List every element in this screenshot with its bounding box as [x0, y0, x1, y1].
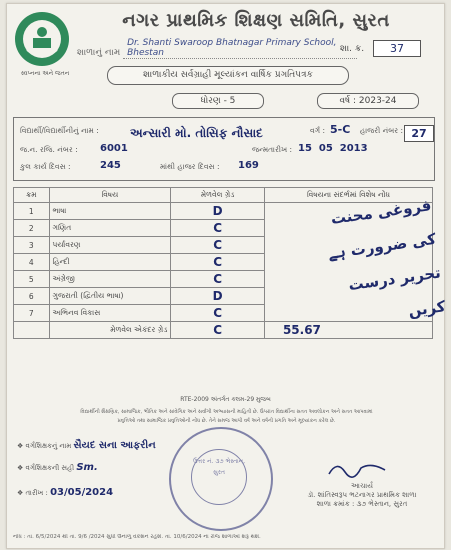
working-days-label: કુલ કાર્ય દિવસ : — [20, 162, 71, 171]
gr-label: જ.ન. રજિ. નંબર : — [20, 145, 78, 154]
row-no: 5 — [14, 271, 50, 288]
days-row — [20, 162, 430, 176]
bullet-icon: ❖ — [17, 464, 26, 472]
logo-caption: સ્વપ્નના અને જતન — [20, 70, 70, 77]
row-no: 3 — [14, 237, 50, 254]
student-name-label: વિદ્યાર્થી/વિદ્યાર્થીનીનું નામ : — [20, 126, 99, 135]
teacher-name-value: સૈયદ સના આફરીન — [73, 440, 156, 451]
dob-value: 15 05 2013 — [298, 143, 368, 154]
info-note-1: વિદ્યાર્થીની શૈક્ષણિક, સામાજિક, ભૌતિક અને સાંવેગિક અને સર્વાંગી અભ્યાસની માહિતી છે. ઉપરાંત વિદ્યાર્થીના સતત અવલોકન અને સતત આપવામાં — [80, 409, 373, 415]
row-grade: C — [171, 237, 265, 254]
row-grade: D — [171, 203, 265, 220]
teacher-signature: Sm. — [76, 462, 98, 473]
principal-label: આચાર્ય — [351, 482, 373, 490]
class-value: 5-C — [330, 123, 351, 136]
student-name-row — [20, 123, 430, 142]
student-info-box — [13, 117, 435, 181]
info-note-2: પ્રવૃત્તિઓ તથા સામાજિક પ્રવૃત્તિઓની નોંધ છે. તેને સમજ આપી વર્ષ અને વર્ષની પ્રગતિ અને મૂલ્યાંકન કરેલ છે. — [117, 418, 336, 424]
present-days-label: માંથી હાજર દિવસ : — [160, 162, 220, 171]
row-no: 6 — [14, 288, 50, 305]
row-subject: પર્યાવરણ — [49, 237, 171, 254]
row-subject: ભાષા — [49, 203, 171, 220]
row-no: 7 — [14, 305, 50, 322]
standard-label: ધોરણ - 5 — [172, 93, 264, 109]
col-header-no: ક્રમ — [14, 188, 50, 203]
teacher-remark: فروغی محنت کی ضرورت ہے تحریر درست کریں — [326, 196, 447, 321]
row-grade: C — [171, 271, 265, 288]
principal-block — [287, 482, 437, 509]
working-days-value: 245 — [100, 160, 121, 171]
school-name-label: શાળાનું નામ — [77, 48, 121, 58]
bullet-icon: ❖ — [17, 489, 26, 497]
teacher-sign-row — [17, 462, 98, 473]
roll-value: 27 — [404, 125, 434, 142]
row-subject: હિન્દી — [49, 254, 171, 271]
row-subject: ગુજરાતી (દ્વિતીય ભાષા) — [49, 288, 171, 305]
year-label: વર્ષ : 2023-24 — [317, 93, 419, 109]
student-name-value: અન્સારી મો. તોસિફ નૌસાદ — [130, 126, 263, 140]
roll-label: હાજરી નંબર : — [360, 126, 404, 135]
school-name-value: Dr. Shanti Swaroop Bhatnagar Primary School, Bhestan — [123, 38, 357, 59]
total-grade: C — [171, 322, 265, 339]
school-name-row — [77, 38, 357, 59]
row-grade: C — [171, 254, 265, 271]
school-no-label: શા. ક્ર. — [340, 44, 365, 54]
row-subject: ગણિત — [49, 220, 171, 237]
principal-school: ડૉ. શાંતિસ્વરૂપ ભટનાગર પ્રાથમિક શાળા — [307, 491, 417, 499]
org-title: નગર પ્રાથમિક શિક્ષણ સમિતિ, સુરત — [122, 10, 390, 31]
row-grade: D — [171, 288, 265, 305]
row-grade: C — [171, 220, 265, 237]
row-subject: અંગ્રેજી — [49, 271, 171, 288]
row-no: 4 — [14, 254, 50, 271]
report-card — [6, 3, 445, 549]
principal-signature-icon — [327, 458, 387, 480]
total-label: મેળવેલ એકંદર ગ્રેડ — [49, 322, 171, 339]
row-no: 1 — [14, 203, 50, 220]
col-header-subject: વિષય — [49, 188, 171, 203]
col-header-remarks: વિષયના સંદર્ભમાં વિશેષ નોંધ — [264, 188, 432, 203]
teacher-name-row — [17, 440, 156, 451]
date-row — [17, 487, 113, 498]
school-no-value: 37 — [373, 40, 421, 57]
rte-note: RTE-2009 અંતર્ગત કલમ-29 મુજબ — [180, 396, 271, 403]
row-no: 2 — [14, 220, 50, 237]
principal-school-no: શાળા ક્રમાંક : ૩૭ ભેસ્તાન, સુરત — [316, 500, 408, 508]
class-label: વર્ગ : — [310, 126, 326, 135]
stamp-text: ઉત્તર નં. ૩૭ ભેસ્તાન, સુરત — [191, 449, 247, 505]
dob-label: જન્મતારીખ : — [252, 145, 293, 154]
teacher-sign-label: વર્ગશિક્ષકની સહી — [25, 464, 75, 472]
gr-row — [20, 145, 430, 159]
teacher-name-label: વર્ગશિક્ષકનું નામ — [25, 442, 72, 450]
school-stamp — [169, 427, 273, 531]
vacation-footer: નોંધ : તા. 6/5/2024 થી તા. 9/6 /2024 સુધી ઉનાળુ વેકેશન રહેશે. તા. 10/6/2024 ના રોજ શાળાઓ શરૂ થશે. — [13, 534, 261, 540]
row-subject: અભિનવ વિકાસ — [49, 305, 171, 322]
bullet-icon: ❖ — [17, 442, 26, 450]
report-banner: શાળાકીય સર્વગ્રાહી મૂલ્યાંકન વાર્ષિક પ્રગતિપત્રક — [107, 66, 349, 85]
date-value: 03/05/2024 — [50, 487, 114, 498]
date-label: તારીખ : — [25, 489, 48, 497]
present-days-value: 169 — [238, 160, 259, 171]
gr-value: 6001 — [100, 143, 128, 154]
total-percent: 55.67 — [264, 322, 432, 339]
col-header-grade: મેળવેલ ગ્રેડ — [171, 188, 265, 203]
row-grade: C — [171, 305, 265, 322]
emblem-logo-icon — [13, 10, 71, 68]
